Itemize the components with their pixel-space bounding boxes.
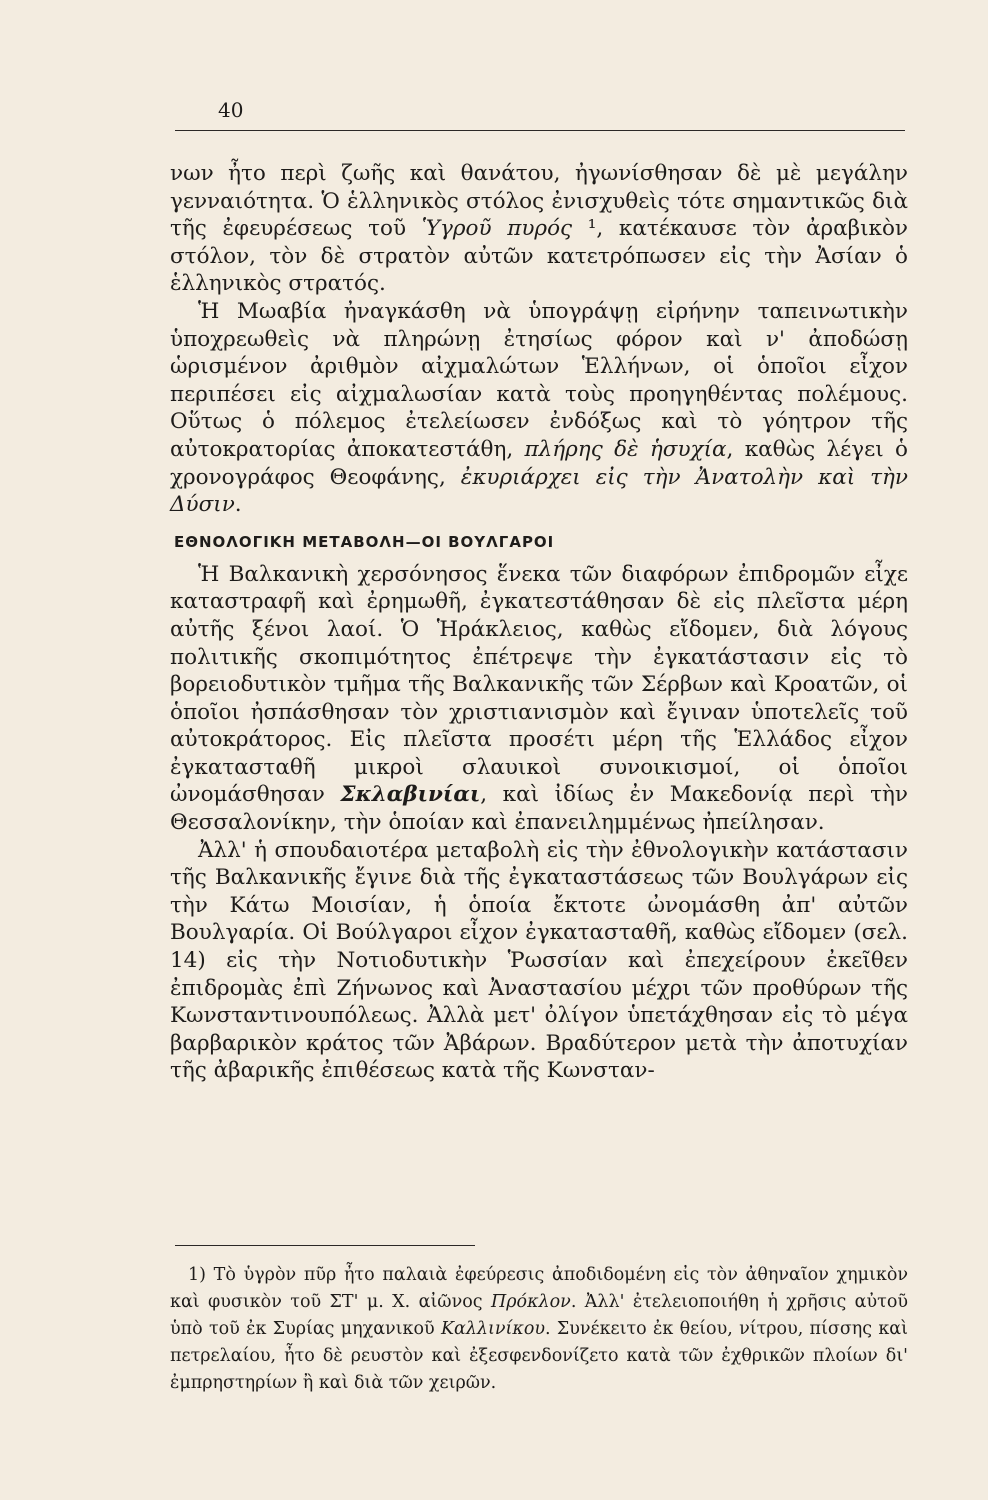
text-run: ¹, κατέκαυσε τὸν ἀραβικὸν στόλον, τὸν δὲ στρατὸν αὐτῶν κατετρόπωσεν εἰς τὴν Ἀσίαν ὁ ἑλληνικὸς στρατός. <box>170 216 908 297</box>
text-run: . Συνέκειτο ἐκ θείου, νίτρου, πίσσης καὶ πετρελαίου, ἦτο δὲ ρευστὸν καὶ ἐξεσφενδονίζετο κατὰ τῶν ἐχθρικῶν πλοίων δι' ἐμπρηστηρίων ἢ καὶ διὰ τῶν χειρῶν. <box>170 1319 908 1393</box>
italic-term: Ὑγροῦ πυρός <box>421 216 573 242</box>
paragraph-2 <box>170 298 908 519</box>
text-run: , καὶ ἰδίως ἐν Μακεδονίᾳ περὶ τὴν Θεσσαλονίκην, τὴν ὁποίαν καὶ ἐπανειλημμένως ἠπείλησαν. <box>170 782 909 836</box>
paragraph-4: Ἀλλ' ἡ σπουδαιοτέρα μεταβολὴ εἰς τὴν ἐθνολογικὴν κατάστασιν τῆς Βαλκανικῆς ἔγινε διὰ τῆς ἐγκαταστάσεως τῶν Βουλγάρων εἰς τὴν Κάτω Μοισίαν, ἡ ὁποία ἔκτοτε ὠνομάσθη ἀπ' αὐτῶν Βουλγαρία. Οἱ Βούλγαροι εἶχον ἐγκατασταθῆ, καθὼς εἴδομεν (σελ. 14) εἰς τὴν Νοτιοδυτικὴν Ῥωσσίαν καὶ ἐπεχείρουν ἐκεῖθεν ἐπιδρομὰς ἐπὶ Ζήνωνος καὶ Ἀναστασίου μέχρι τῶν προθύρων τῆς Κωνσταντινουπόλεως. Ἀλλὰ μετ' ὀλίγον ὑπετάχθησαν εἰς τὸ μέγα βαρβαρικὸν κράτος τῶν Ἀβάρων. Βραδύτερον μετὰ τὴν ἀποτυχίαν τῆς ἀβαρικῆς ἐπιθέσεως κατὰ τῆς Κωνσταν- <box>170 837 908 1084</box>
text-run: . <box>234 492 242 518</box>
paragraph-1 <box>170 160 908 298</box>
footnote-text <box>170 1262 908 1397</box>
text-run: Ἡ Μωαβία ἠναγκάσθη νὰ ὑπογράψῃ εἰρήνην ταπεινωτικὴν ὑποχρεωθεὶς νὰ πληρώνῃ ἐτησίως φόρον καὶ ν' ἀποδώσῃ ὡρισμένον ἀριθμὸν αἰχμαλώτων Ἑλλήνων, οἱ ὁποῖοι εἶχον περιπέσει εἰς αἰχμαλωσίαν κατὰ τοὺς προηγηθέντας πολέμους. Οὕτως ὁ πόλεμος ἐτελείωσεν ἐνδόξως καὶ τὸ γόητρον τῆς αὐτοκρατορίας ἀποκατεστάθη, <box>170 298 908 462</box>
header-rule <box>175 130 905 131</box>
text-run: , καθὼς λέγει ὁ χρονογράφος Θεοφάνης, <box>170 436 908 490</box>
text-run: . Ἀλλ' ἐτελειοποιήθη ἡ χρῆσις αὐτοῦ ὑπὸ τοῦ ἐκ Συρίας μηχανικοῦ <box>170 1292 908 1339</box>
main-text <box>170 160 908 1085</box>
bold-italic-term: Σκλαβινίαι <box>340 782 481 808</box>
text-run: νων ἦτο περὶ ζωῆς καὶ θανάτου, ἠγωνίσθησαν δὲ μὲ μεγάλην γενναιότητα. Ὁ ἑλληνικὸς στόλος ἐνισχυθεὶς τότε σημαντικῶς διὰ τῆς ἐφευρέσεως τοῦ <box>170 161 908 242</box>
italic-term: πλήρης δὲ ἡσυχία <box>524 436 727 462</box>
footnote-rule <box>175 1245 475 1246</box>
paragraph-3 <box>170 561 908 837</box>
page-number: 40 <box>218 98 244 122</box>
text-run: 1) Τὸ ὑγρὸν πῦρ ἦτο παλαιὰ ἐφεύρεσις ἀποδιδομένη εἰς τὸν ἀθηναῖον χημικὸν καὶ φυσικὸν τοῦ ΣΤ' μ. Χ. αἰῶνος <box>170 1265 908 1312</box>
italic-name: Πρόκλον <box>490 1292 571 1312</box>
italic-quote: ἐκυριάρχει εἰς τὴν Ἀνατολὴν καὶ τὴν Δύσιν <box>170 464 908 518</box>
footnote <box>170 1262 908 1397</box>
text-run: Ἡ Βαλκανικὴ χερσόνησος ἕνεκα τῶν διαφόρων ἐπιδρομῶν εἶχε καταστραφῆ καὶ ἐρημωθῆ, ἐγκατεστάθησαν δὲ εἰς πλεῖστα μέρη αὐτῆς ξένοι λαοί. Ὁ Ἡράκλειος, καθὼς εἴδομεν, διὰ λόγους πολιτικῆς σκοπιμότητος ἐπέτρεψε τὴν ἐγκατάστασιν εἰς τὸ βορειοδυτικὸν τμῆμα τῆς Βαλκανικῆς τῶν Σέρβων καὶ Κροατῶν, οἱ ὁποῖοι ἠσπάσθησαν τὸν χριστιανισμὸν καὶ ἔγιναν ὑποτελεῖς τοῦ αὐτοκράτορος. Εἰς πλεῖστα προσέτι μέρη τῆς Ἑλλάδος εἶχον ἐγκατασταθῆ μικροὶ σλαυικοὶ συνοικισμοί, οἱ ὁποῖοι ὠνομάσθησαν <box>170 561 908 808</box>
section-heading: ΕΘΝΟΛΟΓΙΚΗ ΜΕΤΑΒΟΛΗ—ΟΙ ΒΟΥΛΓΑΡΟΙ <box>174 532 555 551</box>
italic-name: Καλλινίκου <box>440 1319 546 1339</box>
